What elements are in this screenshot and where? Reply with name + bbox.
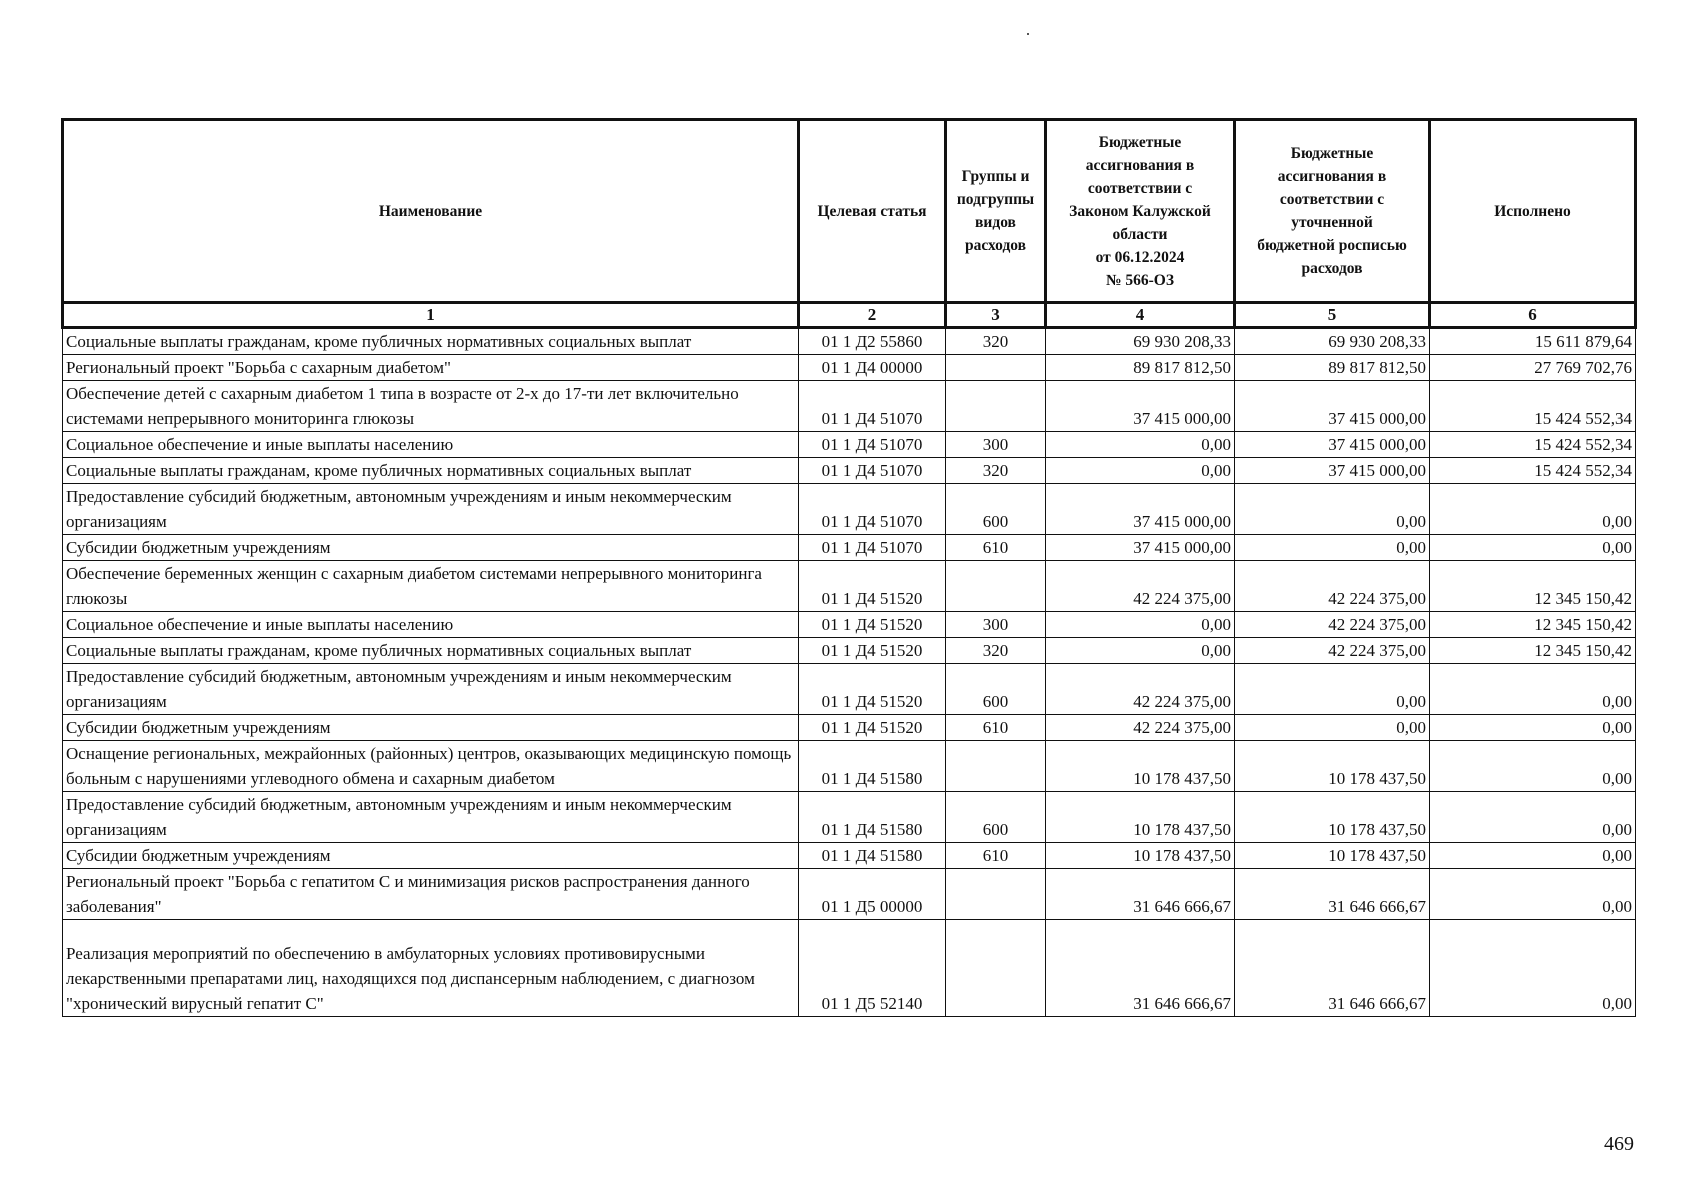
row-refined-amount: 10 178 437,50 <box>1235 741 1430 792</box>
row-executed-amount: 0,00 <box>1430 843 1636 869</box>
row-refined-amount: 0,00 <box>1235 535 1430 561</box>
row-law-amount: 69 930 208,33 <box>1046 328 1235 355</box>
header-refined-line: бюджетной росписью <box>1257 237 1407 254</box>
row-refined-amount: 69 930 208,33 <box>1235 328 1430 355</box>
row-name: Социальные выплаты гражданам, кроме публичных нормативных социальных выплат <box>63 638 799 664</box>
header-executed: Исполнено <box>1430 120 1636 303</box>
row-name: Субсидии бюджетным учреждениям <box>63 843 799 869</box>
row-law-amount: 42 224 375,00 <box>1046 715 1235 741</box>
header-number-3: 3 <box>946 303 1046 328</box>
table-body <box>63 328 1636 1017</box>
table-row <box>63 535 1636 561</box>
table-row <box>63 355 1636 381</box>
row-name: Социальные выплаты гражданам, кроме публичных нормативных социальных выплат <box>63 328 799 355</box>
row-name: Предоставление субсидий бюджетным, автономным учреждениям и иным некоммерческим организациям <box>63 664 799 715</box>
table-row <box>63 843 1636 869</box>
header-expense-groups: Группы и подгруппы видов расходов <box>946 120 1046 303</box>
row-target-article: 01 1 Д4 51580 <box>799 792 946 843</box>
row-executed-amount: 15 424 552,34 <box>1430 432 1636 458</box>
row-law-amount: 10 178 437,50 <box>1046 792 1235 843</box>
header-refined-line: ассигнования в <box>1277 168 1387 185</box>
row-target-article: 01 1 Д4 51070 <box>799 432 946 458</box>
row-refined-amount: 42 224 375,00 <box>1235 638 1430 664</box>
table-row <box>63 458 1636 484</box>
table-row <box>63 792 1636 843</box>
row-law-amount: 31 646 666,67 <box>1046 920 1235 1017</box>
row-name: Обеспечение беременных женщин с сахарным диабетом системами непрерывного мониторинга глюкозы <box>63 561 799 612</box>
row-expense-group <box>946 741 1046 792</box>
row-law-amount: 37 415 000,00 <box>1046 381 1235 432</box>
row-target-article: 01 1 Д2 55860 <box>799 328 946 355</box>
row-executed-amount: 0,00 <box>1430 484 1636 535</box>
table-row <box>63 561 1636 612</box>
row-executed-amount: 15 611 879,64 <box>1430 328 1636 355</box>
row-expense-group: 610 <box>946 715 1046 741</box>
row-name: Социальное обеспечение и иные выплаты населению <box>63 612 799 638</box>
row-name: Предоставление субсидий бюджетным, автономным учреждениям и иным некоммерческим организациям <box>63 484 799 535</box>
header-number-1: 1 <box>63 303 799 328</box>
row-refined-amount: 37 415 000,00 <box>1235 458 1430 484</box>
scan-speck <box>1027 33 1029 35</box>
header-number-2: 2 <box>799 303 946 328</box>
row-executed-amount: 12 345 150,42 <box>1430 638 1636 664</box>
header-name: Наименование <box>63 120 799 303</box>
row-executed-amount: 0,00 <box>1430 715 1636 741</box>
row-executed-amount: 15 424 552,34 <box>1430 458 1636 484</box>
row-target-article: 01 1 Д4 51520 <box>799 715 946 741</box>
row-target-article: 01 1 Д4 51520 <box>799 561 946 612</box>
row-executed-amount: 0,00 <box>1430 920 1636 1017</box>
row-name: Предоставление субсидий бюджетным, автономным учреждениям и иным некоммерческим организациям <box>63 792 799 843</box>
row-expense-group: 300 <box>946 612 1046 638</box>
header-law-line: Законом Калужской <box>1069 202 1211 220</box>
row-refined-amount: 0,00 <box>1235 664 1430 715</box>
header-law-line: № 566-ОЗ <box>1105 271 1175 289</box>
header-number-5: 5 <box>1235 303 1430 328</box>
header-law-line: соответствии с <box>1087 179 1193 197</box>
row-name: Обеспечение детей с сахарным диабетом 1 типа в возрасте от 2-х до 17-ти лет включительно системами непрерывного мониторинга глюкозы <box>63 381 799 432</box>
row-name: Субсидии бюджетным учреждениям <box>63 535 799 561</box>
header-refined-line: Бюджетные <box>1290 145 1374 162</box>
row-name: Социальные выплаты гражданам, кроме публичных нормативных социальных выплат <box>63 458 799 484</box>
row-expense-group: 600 <box>946 792 1046 843</box>
row-executed-amount: 0,00 <box>1430 741 1636 792</box>
header-refined-allocations <box>1235 120 1430 303</box>
header-law-line: области <box>1112 225 1168 243</box>
row-target-article: 01 1 Д5 52140 <box>799 920 946 1017</box>
table-row <box>63 381 1636 432</box>
row-target-article: 01 1 Д5 00000 <box>799 869 946 920</box>
row-law-amount: 37 415 000,00 <box>1046 484 1235 535</box>
header-number-4: 4 <box>1046 303 1235 328</box>
row-law-amount: 31 646 666,67 <box>1046 869 1235 920</box>
table-row <box>63 612 1636 638</box>
row-law-amount: 0,00 <box>1046 612 1235 638</box>
row-executed-amount: 12 345 150,42 <box>1430 612 1636 638</box>
header-number-6: 6 <box>1430 303 1636 328</box>
budget-table <box>61 118 1637 1017</box>
table-row <box>63 328 1636 355</box>
row-target-article: 01 1 Д4 51580 <box>799 741 946 792</box>
row-refined-amount: 42 224 375,00 <box>1235 561 1430 612</box>
row-name: Социальное обеспечение и иные выплаты населению <box>63 432 799 458</box>
table-row <box>63 432 1636 458</box>
table-row <box>63 664 1636 715</box>
row-target-article: 01 1 Д4 51520 <box>799 612 946 638</box>
row-expense-group <box>946 355 1046 381</box>
row-expense-group: 610 <box>946 843 1046 869</box>
row-refined-amount: 37 415 000,00 <box>1235 381 1430 432</box>
row-refined-amount: 0,00 <box>1235 484 1430 535</box>
header-target-article: Целевая статья <box>799 120 946 303</box>
row-refined-amount: 10 178 437,50 <box>1235 792 1430 843</box>
table-header <box>63 120 1636 328</box>
row-target-article: 01 1 Д4 51070 <box>799 535 946 561</box>
row-executed-amount: 12 345 150,42 <box>1430 561 1636 612</box>
table-row <box>63 638 1636 664</box>
row-refined-amount: 0,00 <box>1235 715 1430 741</box>
row-target-article: 01 1 Д4 51520 <box>799 638 946 664</box>
row-target-article: 01 1 Д4 00000 <box>799 355 946 381</box>
row-law-amount: 37 415 000,00 <box>1046 535 1235 561</box>
header-refined-line: расходов <box>1301 260 1363 277</box>
row-executed-amount: 15 424 552,34 <box>1430 381 1636 432</box>
row-executed-amount: 0,00 <box>1430 792 1636 843</box>
page-number: 469 <box>1604 1133 1634 1155</box>
row-refined-amount: 10 178 437,50 <box>1235 843 1430 869</box>
row-name: Оснащение региональных, межрайонных (районных) центров, оказывающих медицинскую помощь больным с нарушениями углеводного обмена и сахарным диабетом <box>63 741 799 792</box>
row-name: Региональный проект "Борьба с гепатитом С и минимизация рисков распространения данного заболевания" <box>63 869 799 920</box>
row-expense-group: 320 <box>946 638 1046 664</box>
header-law-line: ассигнования в <box>1085 156 1195 174</box>
row-refined-amount: 37 415 000,00 <box>1235 432 1430 458</box>
row-expense-group: 320 <box>946 328 1046 355</box>
header-law-allocations <box>1046 120 1235 303</box>
budget-sheet <box>61 118 1634 1017</box>
row-name: Субсидии бюджетным учреждениям <box>63 715 799 741</box>
table-row <box>63 715 1636 741</box>
row-expense-group <box>946 561 1046 612</box>
row-law-amount: 0,00 <box>1046 432 1235 458</box>
row-refined-amount: 31 646 666,67 <box>1235 920 1430 1017</box>
row-target-article: 01 1 Д4 51520 <box>799 664 946 715</box>
row-law-amount: 0,00 <box>1046 638 1235 664</box>
row-expense-group: 600 <box>946 664 1046 715</box>
row-target-article: 01 1 Д4 51070 <box>799 484 946 535</box>
row-expense-group: 600 <box>946 484 1046 535</box>
row-executed-amount: 27 769 702,76 <box>1430 355 1636 381</box>
row-name: Региональный проект "Борьба с сахарным диабетом" <box>63 355 799 381</box>
header-refined-line: соответствии с <box>1279 191 1385 208</box>
row-expense-group <box>946 381 1046 432</box>
row-executed-amount: 0,00 <box>1430 664 1636 715</box>
row-expense-group: 610 <box>946 535 1046 561</box>
header-refined-line: уточненной <box>1291 214 1373 231</box>
row-expense-group <box>946 920 1046 1017</box>
row-executed-amount: 0,00 <box>1430 869 1636 920</box>
row-target-article: 01 1 Д4 51070 <box>799 458 946 484</box>
header-law-line: Бюджетные <box>1098 133 1182 151</box>
row-law-amount: 42 224 375,00 <box>1046 664 1235 715</box>
row-law-amount: 89 817 812,50 <box>1046 355 1235 381</box>
row-expense-group: 300 <box>946 432 1046 458</box>
table-row <box>63 741 1636 792</box>
row-expense-group: 320 <box>946 458 1046 484</box>
row-law-amount: 42 224 375,00 <box>1046 561 1235 612</box>
header-law-line: от 06.12.2024 <box>1095 248 1185 266</box>
row-law-amount: 0,00 <box>1046 458 1235 484</box>
row-law-amount: 10 178 437,50 <box>1046 741 1235 792</box>
row-target-article: 01 1 Д4 51580 <box>799 843 946 869</box>
row-refined-amount: 42 224 375,00 <box>1235 612 1430 638</box>
table-row <box>63 484 1636 535</box>
row-expense-group <box>946 869 1046 920</box>
table-row <box>63 869 1636 920</box>
row-refined-amount: 31 646 666,67 <box>1235 869 1430 920</box>
row-refined-amount: 89 817 812,50 <box>1235 355 1430 381</box>
table-row <box>63 920 1636 1017</box>
row-executed-amount: 0,00 <box>1430 535 1636 561</box>
row-name: Реализация мероприятий по обеспечению в амбулаторных условиях противовирусными лекарственными препаратами лиц, находящихся под диспансерным наблюдением, с диагнозом "хронический вирусный гепатит С" <box>63 920 799 1017</box>
row-law-amount: 10 178 437,50 <box>1046 843 1235 869</box>
row-target-article: 01 1 Д4 51070 <box>799 381 946 432</box>
